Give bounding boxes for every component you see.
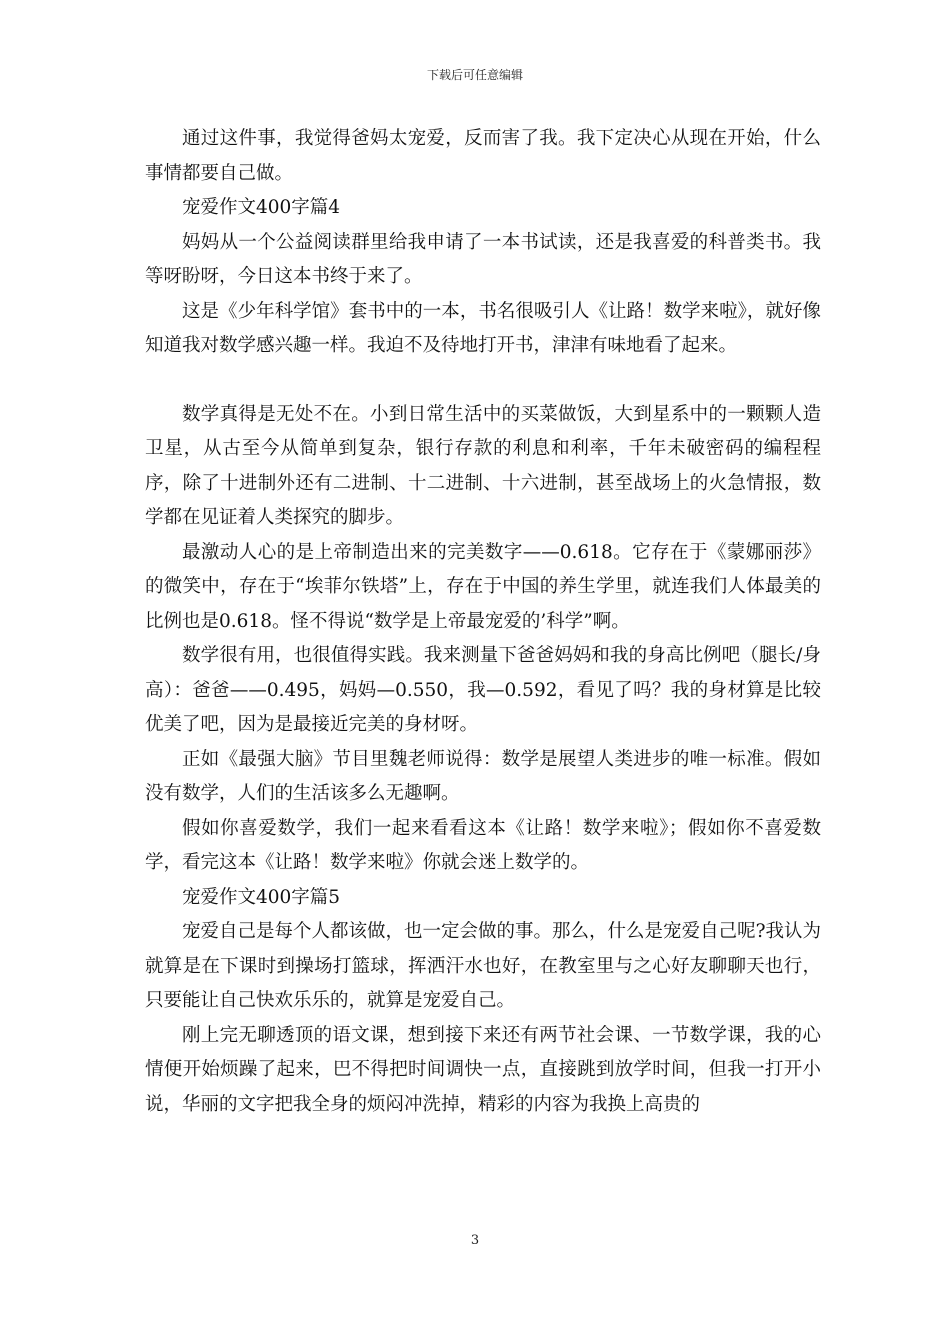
paragraph: 这是《少年科学馆》套书中的一本，书名很吸引人《让路！数学来啦》，就好像知道我对数学感兴趣一样。我迫不及待地打开书，津津有味地看了起来。 [145,300,821,356]
page-number: 3 [470,1233,480,1248]
page-header: 下载后可任意编辑 [426,68,523,82]
paragraph: 刚上完无聊透顶的语文课，想到接下来还有两节社会课、一节数学课，我的心情便开始烦躁了起来，巴不得把时间调快一点，直接跳到放学时间，但我一打开小说，华丽的文字把我全身的烦闷冲洗掉，精彩的内容为我换上高贵的 [145,1024,821,1115]
paragraph: 最激动人心的是上帝制造出来的完美数字——0.618。它存在于《蒙娜丽莎》的微笑中，存在于“埃菲尔铁塔”上，存在于中国的养生学里，就连我们人体最美的比例也是0.618。怪不得说“数学是上帝最宠爱的’科学”啊。 [145,541,821,632]
paragraph: 数学真得是无处不在。小到日常生活中的买菜做饭，大到星系中的一颗颗人造卫星，从古至今从简单到复杂，银行存款的利息和利率，千年未破密码的编程程序，除了十进制外还有二进制、十二进制、十六进制，甚至战场上的火急情报，数学都在见证着人类探究的脚步。 [145,403,821,528]
paragraph: 数学很有用，也很值得实践。我来测量下爸爸妈妈和我的身高比例吧（腿长/身高）：爸爸——0.495，妈妈—0.550，我—0.592，看见了吗？我的身材算是比较优美了吧，因为是最接近完美的身材呀。 [145,645,821,735]
document-body [145,122,821,1122]
paragraph: 宠爱自己是每个人都该做，也一定会做的事。那么，什么是宠爱自己呢?我认为就算是在下课时到操场打篮球，挥洒汗水也好，在教室里与之心好友聊聊天也行，只要能让自己快欢乐乐的，就算是宠爱自己。 [145,921,821,1011]
paragraph: 妈妈从一个公益阅读群里给我申请了一本书试读，还是我喜爱的科普类书。我等呀盼呀，今日这本书终于来了。 [145,231,821,287]
paragraph: 通过这件事，我觉得爸妈太宠爱，反而害了我。我下定决心从现在开始，什么事情都要自己做。 [145,128,821,184]
paragraph: 正如《最强大脑》节目里魏老师说得：数学是展望人类进步的唯一标准。假如没有数学，人们的生活该多么无趣啊。 [145,748,821,804]
paragraph: 假如你喜爱数学，我们一起来看看这本《让路！数学来啦》；假如你不喜爱数学，看完这本《让路！数学来啦》你就会迷上数学的。 [145,817,821,873]
section-heading: 宠爱作文400字篇4 [182,197,341,218]
section-heading: 宠爱作文400字篇5 [182,886,341,908]
blank-line [145,364,821,398]
